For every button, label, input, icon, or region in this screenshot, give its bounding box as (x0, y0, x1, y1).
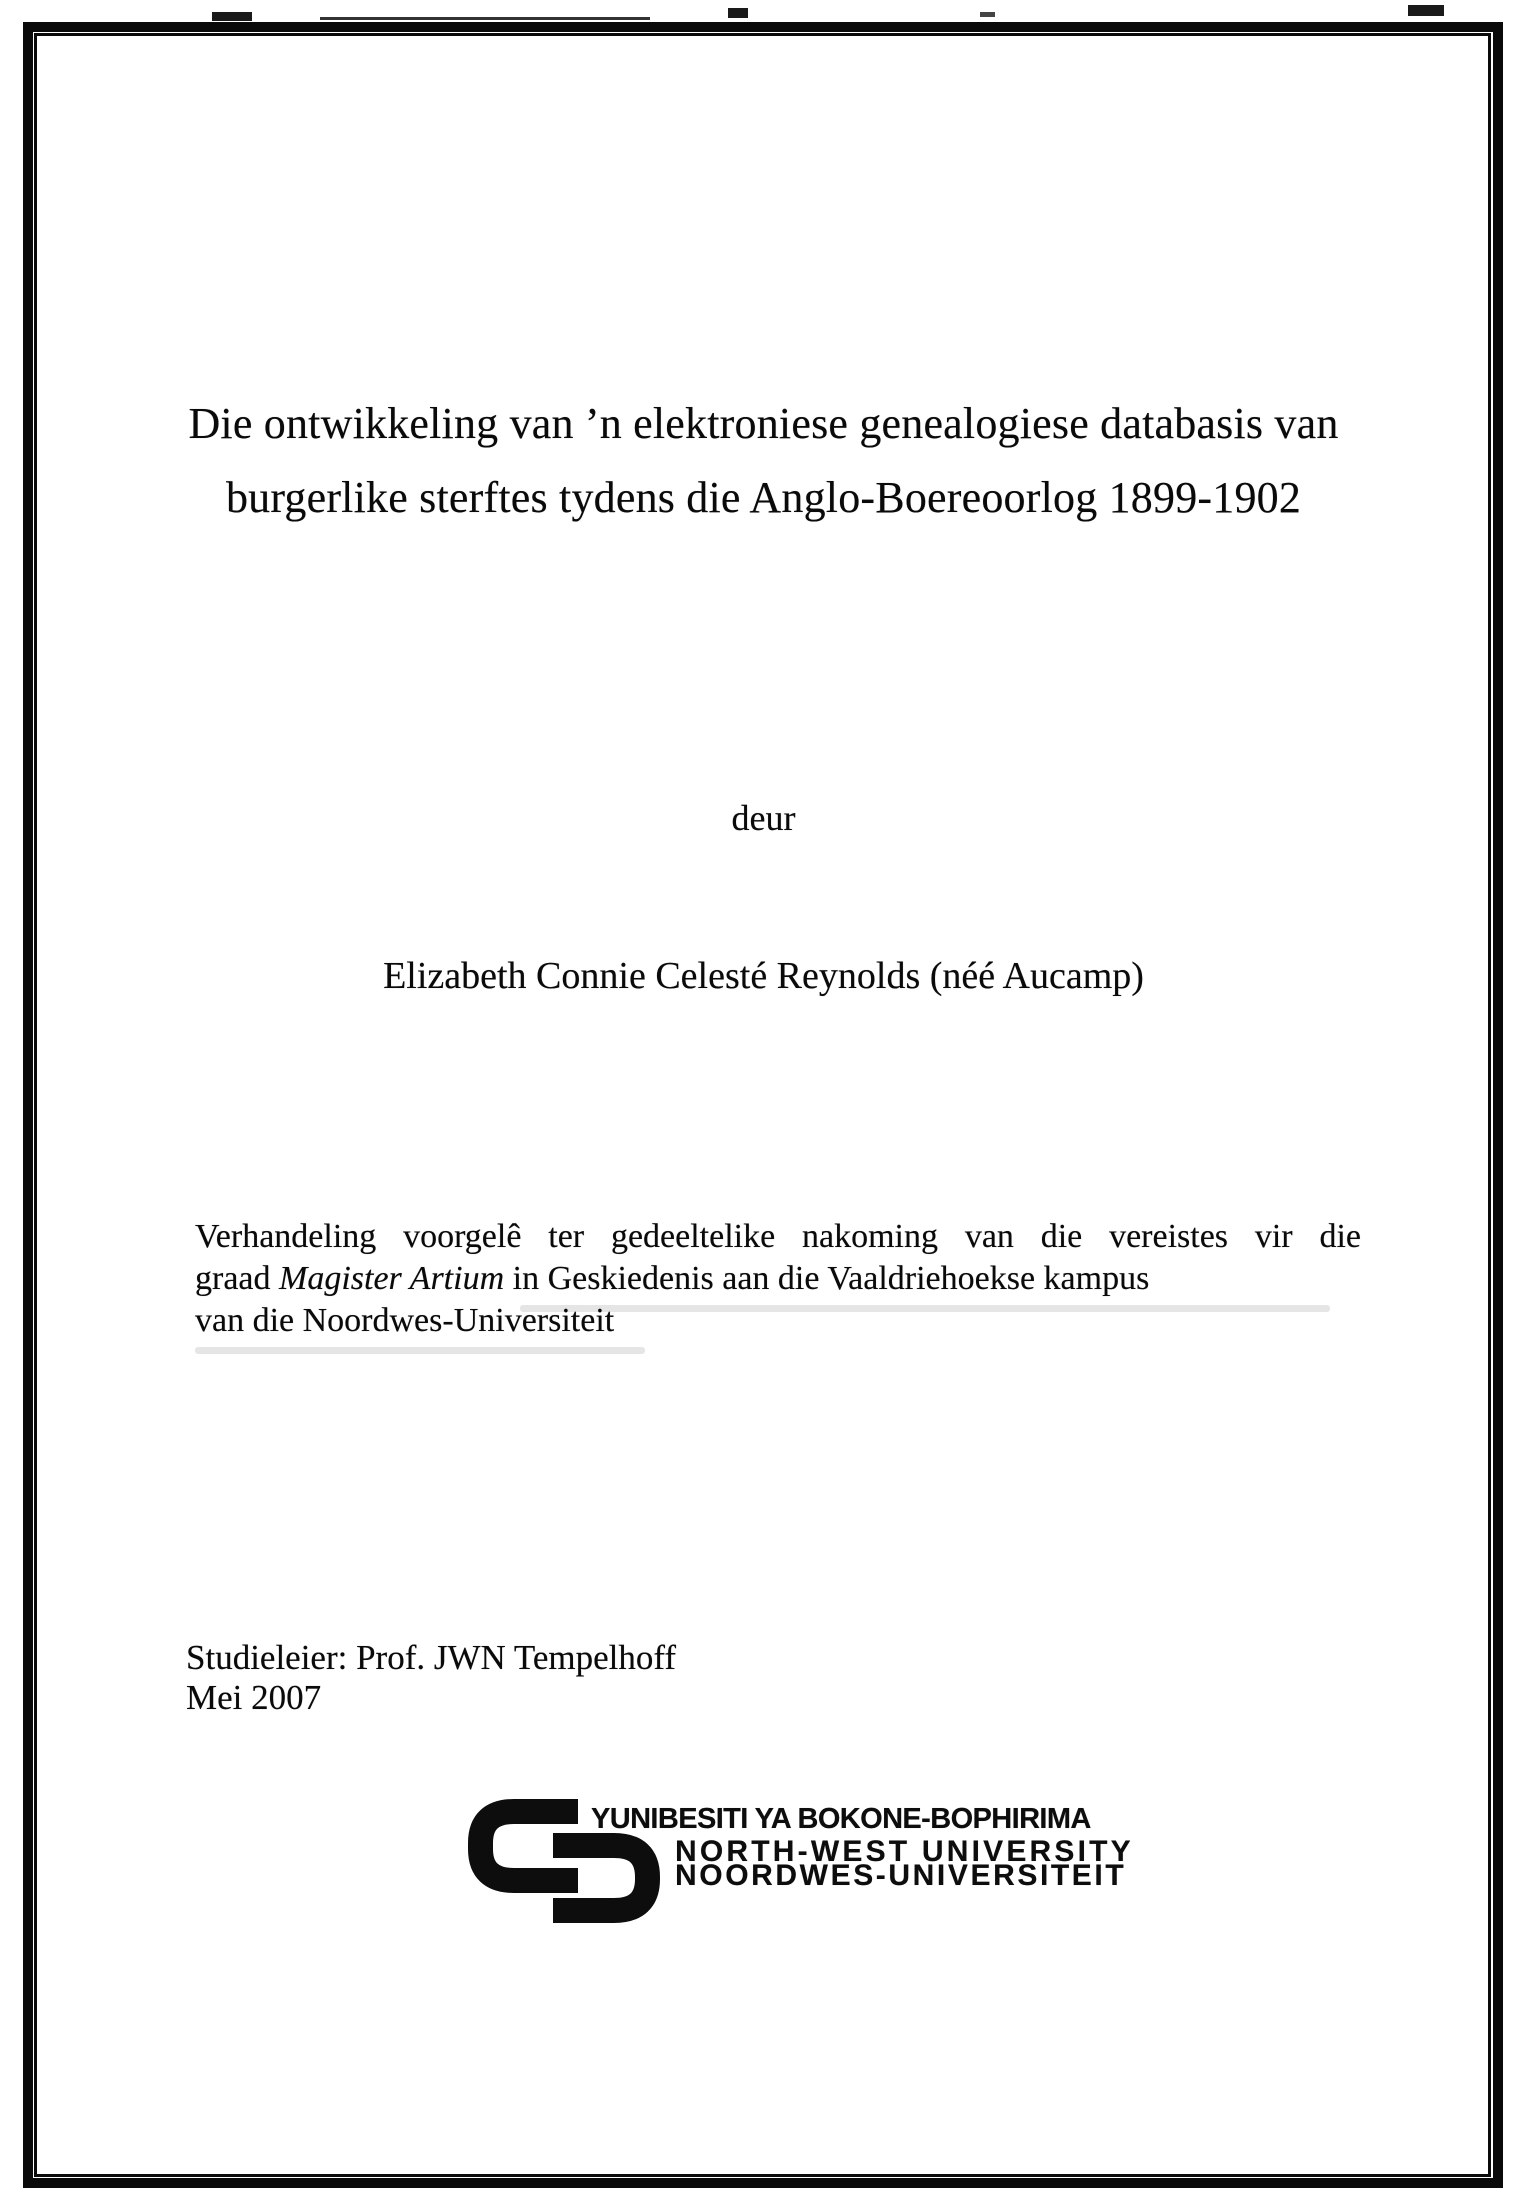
byline-deur: deur (731, 798, 796, 838)
supervisor-block (186, 1638, 676, 1718)
statement-line-3: van die Noordwes-Universiteit (195, 1302, 615, 1339)
nwu-logo (468, 1798, 1134, 1933)
scan-artifact (212, 12, 252, 21)
scan-artifact (980, 12, 995, 17)
thesis-title (0, 387, 1527, 535)
magister-artium-italic: Magister Artium (279, 1260, 505, 1297)
title-line-1: Die ontwikkeling van ’n elektroniese genealogiese databasis van (188, 399, 1339, 448)
date-line: Mei 2007 (186, 1678, 322, 1717)
scan-smudge (520, 1305, 1330, 1312)
scan-artifact (320, 17, 650, 20)
statement-line-2-pre: graad (195, 1260, 280, 1297)
scan-artifact (1408, 5, 1444, 16)
logo-line-3: NOORDWES-UNIVERSITEIT (675, 1859, 1127, 1892)
statement-line-2 (195, 1258, 1361, 1300)
statement-line-2-post: in Geskiedenis aan die Vaaldriehoekse kampus (504, 1260, 1150, 1297)
degree-statement (195, 1216, 1361, 1342)
scan-artifact (728, 8, 748, 18)
title-line-2: burgerlike sterftes tydens die Anglo-Boereoorlog 1899-1902 (225, 473, 1302, 522)
author-name: Elizabeth Connie Celesté Reynolds (néé Aucamp) (383, 955, 1144, 997)
scan-smudge (195, 1347, 645, 1354)
logo-line-2: NORTH-WEST UNIVERSITY (675, 1835, 1134, 1868)
logo-line-1: YUNIBESITI YA BOKONE-BOPHIRIMA (591, 1803, 1091, 1835)
supervisor-line: Studieleier: Prof. JWN Tempelhoff (186, 1638, 677, 1677)
statement-line-1: Verhandeling voorgelê ter gedeeltelike nakoming van die vereistes vir die (195, 1218, 1361, 1255)
